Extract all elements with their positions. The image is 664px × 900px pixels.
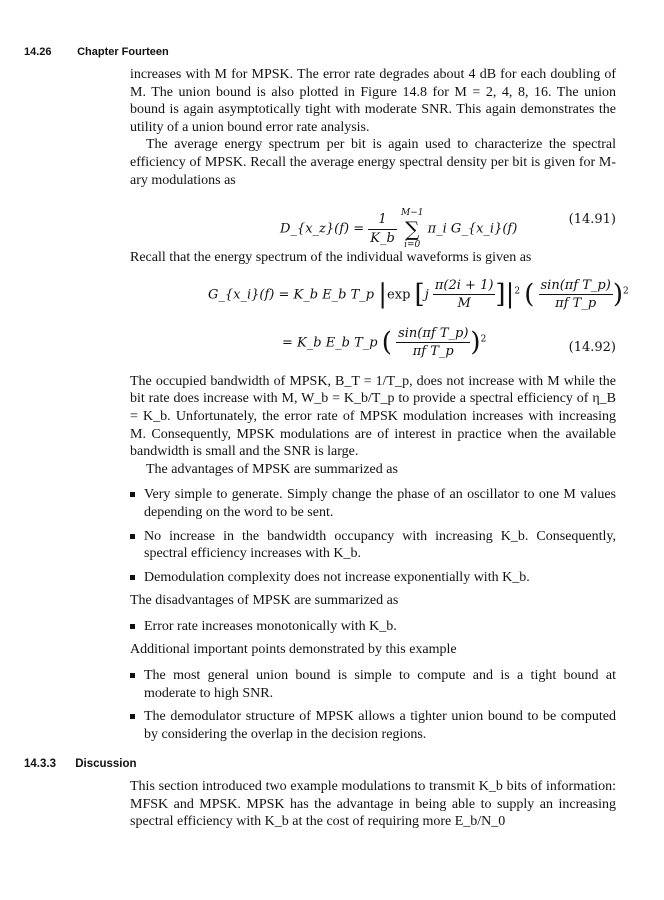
list-item: The most general union bound is simple to compute and is a tight bound at moderate to high SNR. bbox=[130, 667, 616, 702]
paragraph-2: The average energy spectrum per bit is again used to characterize the spectral efficiency of MPSK. Recall the average energy spectral density per bit is given for M-ary modulations as bbox=[130, 137, 616, 188]
eq2-line2-num: sin(πf T_p) bbox=[396, 325, 470, 344]
eq2-number: (14.92) bbox=[568, 339, 616, 355]
eq1-frac-den: K_b bbox=[370, 230, 395, 246]
chapter-title: Chapter Fourteen bbox=[77, 46, 169, 58]
eq2-line-2: = K_b E_b T_p ( $\frac{\text{sin(πf T\_p)}}{\text{πf T\_p}}$ )$^2$ bbox=[282, 325, 487, 360]
list-item: The demodulator structure of MPSK allows a tighter union bound to be computed by considering the overlap in the decision regions. bbox=[130, 708, 616, 743]
running-header bbox=[24, 46, 169, 58]
eq2-sinc-fraction bbox=[539, 277, 613, 313]
eq2-line-1: G_{x_i}(f) = K_b E_b T_p |exp [j $\frac{\pi(2i + 1)}{M}$ ]$|^2$ ( $\frac{\text{sin(πf T\_p)}}{\text{πf T\_p}}$ )$^2$ bbox=[208, 277, 629, 312]
list-item: Error rate increases monotonically with K_b. bbox=[130, 618, 616, 636]
eq1-rhs: π_i G_{x_i}(f) bbox=[427, 221, 518, 237]
eq2-exp-den: M bbox=[457, 296, 471, 312]
eq2-sinc-num: sin(πf T_p) bbox=[539, 277, 613, 296]
section-number: 14.3.3 bbox=[24, 758, 56, 770]
eq2-sinc-den: πf T_p bbox=[555, 296, 597, 312]
paragraph-5: The advantages of MPSK are summarized as bbox=[146, 461, 398, 477]
eq2-exp-fraction bbox=[433, 277, 496, 313]
eq1-number: (14.91) bbox=[568, 212, 616, 228]
eq2-exp-num: π(2i + 1) bbox=[433, 277, 496, 296]
section-title: Discussion bbox=[75, 758, 137, 770]
discussion-paragraph: This section introduced two example modulations to transmit K_b bits of information: MFSK and MPSK. MPSK has the advantage in being able to supply an increasing spectral efficiency with K_b at the cost of requiring more E_b/N_0 bbox=[130, 779, 616, 830]
sigma-symbol: ∑ bbox=[405, 217, 420, 242]
eq2-line1-lhs: G_{x_i}(f) = K_b E_b T_p bbox=[208, 287, 375, 303]
list-item: No increase in the bandwidth occupancy with increasing K_b. Consequently, spectral efficiency increases with K_b. bbox=[130, 528, 616, 563]
disadvantages-list bbox=[130, 618, 616, 636]
page-number: 14.26 bbox=[24, 46, 52, 58]
eq1-sum-bottom: i=0 bbox=[404, 240, 421, 251]
equation-14-92 bbox=[130, 273, 629, 373]
paragraph-7: Additional important points demonstrated by this example bbox=[130, 642, 457, 658]
eq2-line2-lhs: = K_b E_b T_p bbox=[282, 335, 378, 351]
discussion-text bbox=[130, 778, 616, 831]
paragraph-1: increases with M for MPSK. The error rate degrades about 4 dB for each doubling of M. The union bound is also plotted in Figure 14.8 for M = 2, 4, 8, 16. The union bound is again asymptotically tight with moderate SNR. This again demonstrates the utility of a union bound error rate analysis. bbox=[130, 67, 616, 135]
main-text bbox=[130, 66, 629, 749]
list-item: Demodulation complexity does not increase exponentially with K_b. bbox=[130, 569, 616, 587]
eq1-frac-num: 1 bbox=[368, 211, 397, 230]
list-item: Very simple to generate. Simply change the phase of an oscillator to one M values depending on the word to be sent. bbox=[130, 486, 616, 521]
eq2-line2-fraction bbox=[396, 325, 470, 361]
eq1-lhs: D_{x_z}(f) = bbox=[280, 221, 365, 237]
eq1-sum-top: M−1 bbox=[400, 208, 424, 219]
paragraph-3: Recall that the energy spectrum of the individual waveforms is given as bbox=[130, 250, 532, 266]
advantages-list bbox=[130, 486, 616, 586]
paragraph-4: The occupied bandwidth of MPSK, B_T = 1/T_p, does not increase with M while the bit rate does increase with M, W_b = K_b/T_p to provide a spectral efficiency of η_B = K_b. Unfortunately, the error rate of MPSK modulation increases with increasing M. Consequently, MPSK modulations are of interest in practice when the available bandwidth is small and the SNR is large. bbox=[130, 373, 616, 460]
additional-points-list bbox=[130, 667, 616, 743]
paragraph-6: The disadvantages of MPSK are summarized as bbox=[130, 593, 399, 609]
eq1-summation bbox=[401, 207, 423, 251]
eq2-line2-den: πf T_p bbox=[412, 344, 454, 360]
section-heading bbox=[24, 758, 137, 770]
eq1-fraction bbox=[368, 211, 397, 247]
equation-14-91 bbox=[130, 193, 616, 249]
